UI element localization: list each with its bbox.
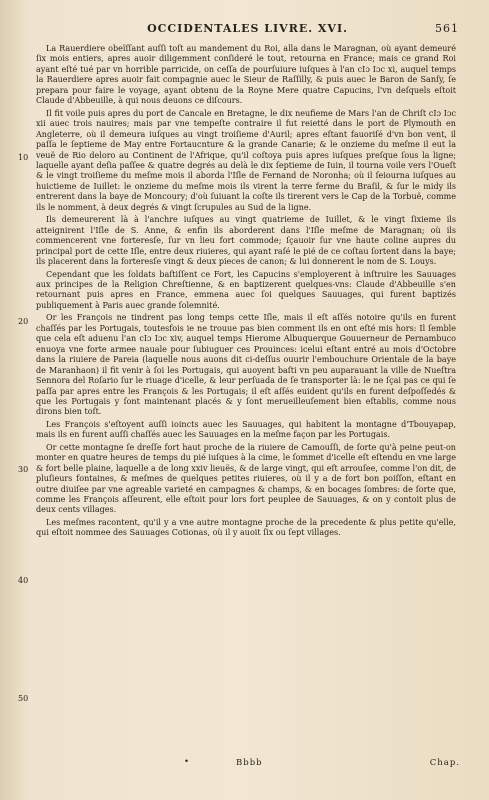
paragraph: Cependant que les ſoldats baſtiſſent ce Fort, les Capucins s'employerent à inſtruire les Sauuages aux principes de la Religion Chreſtienne, & en baptizerent quelques-vns: Claude d'Abbeuille s'en retournant puis apres en France, emmena auec ſoi quelques Sauuages, qui furent baptizés publiquement à Paris auec grande ſolemnité. xyxy=(36,269,456,310)
paragraph: La Rauerdiere obeïſſant auſſi toſt au mandement du Roi, alla dans le Maragnan, où ayant demeuré ſix mois entiers, apres auoir diligemment conſideré le tout, retourna en France; mais ce grand Roi ayant eſté tué par vn horrible parricide, on ceſſa de pourſuiure iuſques à l'an cIɔ Iɔc xi, auquel temps la Rauerdiere apres auoir fait compagnie auec le Sieur de Raſſilly, & puis auec le Baron de Sanſy, ſe prepara pour faire le voyage, ayant obtenu de la Royne Mere quatre Capucins, l'vn deſquels eſtoit Claude d'Abbeuille, à qui nous deuons ce diſcours. xyxy=(36,44,456,106)
line-number-50: 50 xyxy=(18,694,29,703)
paragraph: Les meſmes racontent, qu'il y a vne autre montagne proche de la precedente & plus petite qu'elle, qui eſtoit nommee des Sauuages Cotionas, où il y auoit ſix ou ſept villages. xyxy=(36,517,456,538)
paragraph: Les François s'eſtoyent auſſi ioincts auec les Sauuages, qui habitent la montagne d'Tbouyapap, mais ils en furent auſſi chaſſés auec les Sauuages en la meſme façon par les Portugais. xyxy=(36,419,456,440)
catchword: Chap. xyxy=(429,758,460,768)
running-header xyxy=(36,22,459,35)
line-number-30: 30 xyxy=(18,465,29,474)
page-number: 561 xyxy=(435,22,459,35)
text-body xyxy=(36,44,456,541)
signature-mark: Bbbb xyxy=(236,758,263,768)
line-number-20: 20 xyxy=(18,317,29,326)
line-number-40: 40 xyxy=(18,576,29,585)
paragraph: Or les François ne tindrent pas long temps cette Iſle, mais il eſt aſſés notoire qu'ils en furent chaſſés par les Portugais, toutesfois ie ne trouue pas bien comment ils en ont eſté mis hors: Il ſemble que cela eſt aduenu l'an cIɔ Iɔc xiv, auquel temps Hierome Albuquerque Gouuerneur de Pernambuco enuoya vne forte armee nauale pour ſubiuguer ces Prouinces: icelui eſtant entré au mois d'Octobre dans la riuiere de Pareia (laquelle nous auons dit ci-deſſus ouurir l'embouchure Orientale de la baye de Maranhaon) il fit venir à ſoi les Portugais, qui auoyent baſti vn peu auparauant la ville de Nueſtra Sennora del Roſario ſur le riuage d'icelle, & leur perſuada de ſe transporter là: le ne ſçai pas ce qui ſe paſſa par apres entre les François & les Portugais; il eſt aſſés euident qu'ils en furent deſpoſſedés & que les Portugais y ſont maintenant placés & y ſont merueilleuſement bien eſtablis, comme nous dirons bien toſt. xyxy=(36,313,456,417)
running-title: OCCIDENTALES LIVRE. XVI. xyxy=(147,22,348,35)
paragraph: Or cette montagne ſe dreſſe fort haut proche de la riuiere de Camouſſi, de ſorte qu'à peine peut-on monter en quatre heures de temps du pié iuſques à la cime, le ſommet d'icelle eſt eſtendu en vne large & fort belle plaine, laquelle a de long xxiv lieuës, & de large vingt, qui eſt arrouſee, comme l'on dit, de pluſieurs fontaines, & meſmes de quelques petites riuieres, où il y a de fort bon poiſſon, eſtant en outre diuiſee par vne agreable varieté en campagnes & champs, & en bocages ſombres: de ſorte que, comme les François aſſeurent, elle eſtoit pour lors fort peuplee de Sauuages, & on y contoit plus de deux cents villages. xyxy=(36,442,457,515)
paragraph: Ils demeurerent là à l'anchre iuſques au vingt quatrieme de Iuillet, & le vingt ſixieme ils atteignirent l'Iſle de S. Anne, & enfin ils aborderent dans l'Iſle meſme de Maragnan; où ils commencerent vne forteresſe, ſur vn lieu fort commode; ſçauoir ſur vne haute coline aupres du principal port de cette Iſle, entre deux riuieres, qui ayant raſé le pié de ce coſtau ſortent dans la baye; ils placerent dans la forteresſe vingt & deux pieces de canon; & lui donnerent le nom de S. Louys. xyxy=(36,215,456,267)
paragraph: Il fit voile puis apres du port de Cancale en Bretagne, le dix neufieme de Mars l'an de Chriſt cIɔ Iɔc xii auec trois nauires; mais par vne tempeſte contraire il fut reietté dans le port de Plymouth en Angleterre, où il demeura iuſques au vingt troiſieme d'Auril; apres eſtant fauoriſé d'vn bon vent, il paſſa le ſeptieme de May entre Fortaucnture & la grande Canarie; & le onzieme du meſme il eut la veuë de Rio deloro au Continent de l'Afrique, qu'il coſtoya puis apres iuſques preſque ſous la ligne; laquelle ayant deſia paſſee & quatre degrés au delà le dix ſeptieme de Iuin, il tourna voile vers l'Oueſt & le vingt troiſieme du meſme mois il aborda l'Iſle de Fernand de Noronha; où il ſeiourna iuſques au huictieme de Iuillet: le onzieme du meſme mois ils virent la terre ferme du Braſil, & ſur le midy ils entrerent dans la baye de Moncoury; d'où ſuiuant la coſte ils tirerent vers le Cap de la Torbuë, comme ils le nomment, à deux degrés & vingt ſcrupules au Sud de la ligne. xyxy=(36,108,456,212)
line-number-10: 10 xyxy=(18,153,29,162)
footer-dot: • xyxy=(184,757,190,767)
